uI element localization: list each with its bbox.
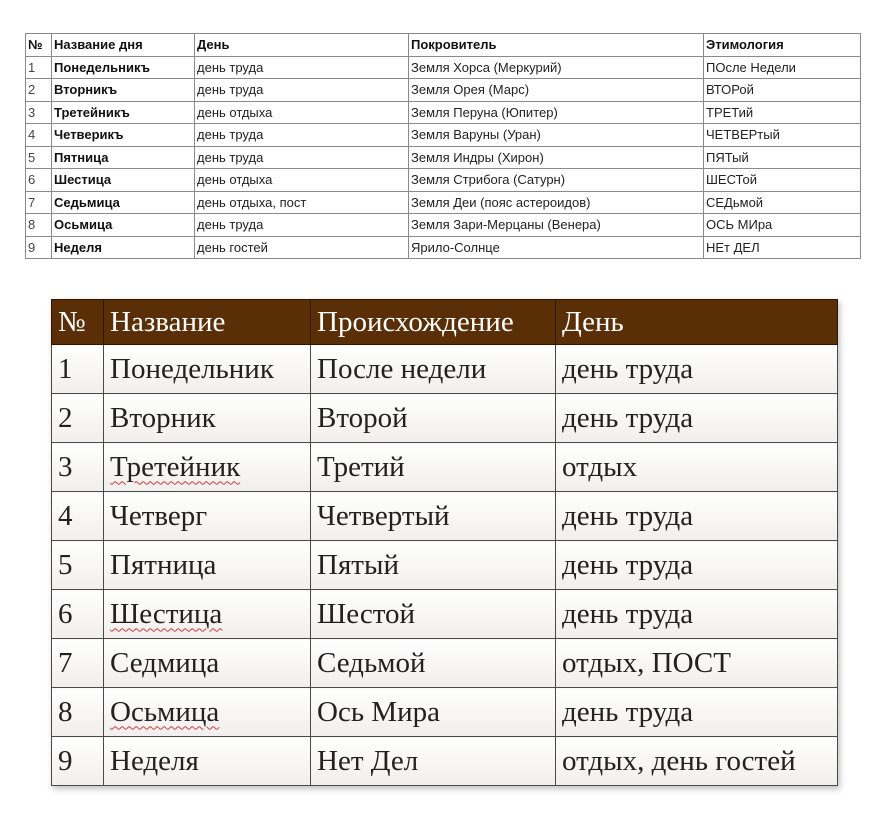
cell-name: Четверг — [104, 492, 311, 541]
table-row — [26, 56, 861, 79]
cell-day: отдых, ПОСТ — [556, 639, 838, 688]
cell-number: 5 — [52, 541, 104, 590]
table-header-row — [26, 34, 861, 57]
cell-name — [104, 443, 311, 492]
cell-day-name: Четверикъ — [52, 124, 195, 147]
cell-day-name: Седьмица — [52, 191, 195, 214]
cell-patron: Земля Перуна (Юпитер) — [409, 101, 704, 124]
cell-number: 9 — [52, 737, 104, 786]
cell-origin: Седьмой — [311, 639, 556, 688]
spellcheck-underlined-text: Осьмица — [110, 695, 220, 728]
table-row — [26, 236, 861, 259]
cell-day: день отдыха — [195, 169, 409, 192]
table-row — [52, 541, 838, 590]
cell-origin: Ось Мира — [311, 688, 556, 737]
table-header-row — [52, 300, 838, 345]
cell-number: 9 — [26, 236, 52, 259]
cell-number: 3 — [52, 443, 104, 492]
cell-etymology: ПОсле Недели — [704, 56, 861, 79]
cell-day: день труда — [556, 394, 838, 443]
cell-number: 4 — [26, 124, 52, 147]
cell-number: 8 — [52, 688, 104, 737]
cell-patron: Земля Стрибога (Сатурн) — [409, 169, 704, 192]
cell-etymology: ПЯТый — [704, 146, 861, 169]
cell-name: Седмица — [104, 639, 311, 688]
column-header-day-name: Название дня — [52, 34, 195, 57]
cell-day: день труда — [556, 688, 838, 737]
cell-day: день труда — [556, 541, 838, 590]
cell-name: Пятница — [104, 541, 311, 590]
cell-patron: Земля Индры (Хирон) — [409, 146, 704, 169]
cell-origin: Нет Дел — [311, 737, 556, 786]
cell-origin: Третий — [311, 443, 556, 492]
cell-origin: Четвертый — [311, 492, 556, 541]
cell-patron: Земля Деи (пояс астероидов) — [409, 191, 704, 214]
cell-etymology: НЕт ДЕЛ — [704, 236, 861, 259]
column-header-day: День — [195, 34, 409, 57]
cell-day-name: Понедельникъ — [52, 56, 195, 79]
column-header-origin: Происхождение — [311, 300, 556, 345]
column-header-day: День — [556, 300, 838, 345]
cell-day: день труда — [195, 124, 409, 147]
cell-number: 4 — [52, 492, 104, 541]
cell-day: день труда — [556, 590, 838, 639]
column-header-name: Название — [104, 300, 311, 345]
cell-day-name: Вторникъ — [52, 79, 195, 102]
table-row — [52, 590, 838, 639]
cell-patron: Земля Хорса (Меркурий) — [409, 56, 704, 79]
cell-patron: Ярило-Солнце — [409, 236, 704, 259]
cell-day: день труда — [195, 146, 409, 169]
table-row — [26, 191, 861, 214]
cell-patron: Земля Варуны (Уран) — [409, 124, 704, 147]
table-row — [52, 492, 838, 541]
cell-number: 6 — [26, 169, 52, 192]
table-row — [26, 214, 861, 237]
cell-name — [104, 590, 311, 639]
cell-name: Вторник — [104, 394, 311, 443]
cell-name — [104, 688, 311, 737]
spellcheck-underlined-text: Третейник — [110, 450, 241, 483]
cell-day: день труда — [195, 56, 409, 79]
cell-etymology: ОСЬ МИра — [704, 214, 861, 237]
cell-etymology: ЧЕТВЕРтый — [704, 124, 861, 147]
cell-number: 8 — [26, 214, 52, 237]
cell-day-name: Третейникъ — [52, 101, 195, 124]
cell-origin: После недели — [311, 345, 556, 394]
cell-number: 7 — [26, 191, 52, 214]
table-row — [26, 124, 861, 147]
cell-number: 2 — [52, 394, 104, 443]
cell-etymology: ШЕСТой — [704, 169, 861, 192]
cell-number: 3 — [26, 101, 52, 124]
table-row — [52, 688, 838, 737]
days-table-modern-names — [51, 299, 838, 786]
cell-origin: Пятый — [311, 541, 556, 590]
table-row — [52, 737, 838, 786]
cell-number: 2 — [26, 79, 52, 102]
cell-day-name: Осьмица — [52, 214, 195, 237]
column-header-patron: Покровитель — [409, 34, 704, 57]
table-row — [52, 345, 838, 394]
cell-day: отдых, день гостей — [556, 737, 838, 786]
table-row — [26, 169, 861, 192]
cell-etymology: СЕДьмой — [704, 191, 861, 214]
table-row — [52, 443, 838, 492]
spellcheck-underlined-text: Шестица — [110, 597, 223, 630]
cell-name: Неделя — [104, 737, 311, 786]
column-header-etymology: Этимология — [704, 34, 861, 57]
cell-number: 6 — [52, 590, 104, 639]
table-row — [26, 101, 861, 124]
days-table-old-names — [25, 33, 861, 259]
cell-origin: Шестой — [311, 590, 556, 639]
column-header-number: № — [52, 300, 104, 345]
cell-day: день труда — [195, 79, 409, 102]
column-header-number: № — [26, 34, 52, 57]
cell-day-name: Шестица — [52, 169, 195, 192]
table-row — [26, 79, 861, 102]
cell-name: Понедельник — [104, 345, 311, 394]
cell-day: день труда — [556, 492, 838, 541]
cell-number: 1 — [26, 56, 52, 79]
cell-number: 1 — [52, 345, 104, 394]
cell-etymology: ТРЕТий — [704, 101, 861, 124]
table-row — [52, 394, 838, 443]
cell-origin: Второй — [311, 394, 556, 443]
cell-number: 5 — [26, 146, 52, 169]
cell-number: 7 — [52, 639, 104, 688]
cell-patron: Земля Орея (Марс) — [409, 79, 704, 102]
cell-patron: Земля Зари-Мерцаны (Венера) — [409, 214, 704, 237]
table-row — [52, 639, 838, 688]
cell-day: день труда — [556, 345, 838, 394]
cell-etymology: ВТОРой — [704, 79, 861, 102]
cell-day: день отдыха, пост — [195, 191, 409, 214]
cell-day-name: Пятница — [52, 146, 195, 169]
cell-day: отдых — [556, 443, 838, 492]
cell-day-name: Неделя — [52, 236, 195, 259]
cell-day: день гостей — [195, 236, 409, 259]
table-row — [26, 146, 861, 169]
cell-day: день труда — [195, 214, 409, 237]
cell-day: день отдыха — [195, 101, 409, 124]
